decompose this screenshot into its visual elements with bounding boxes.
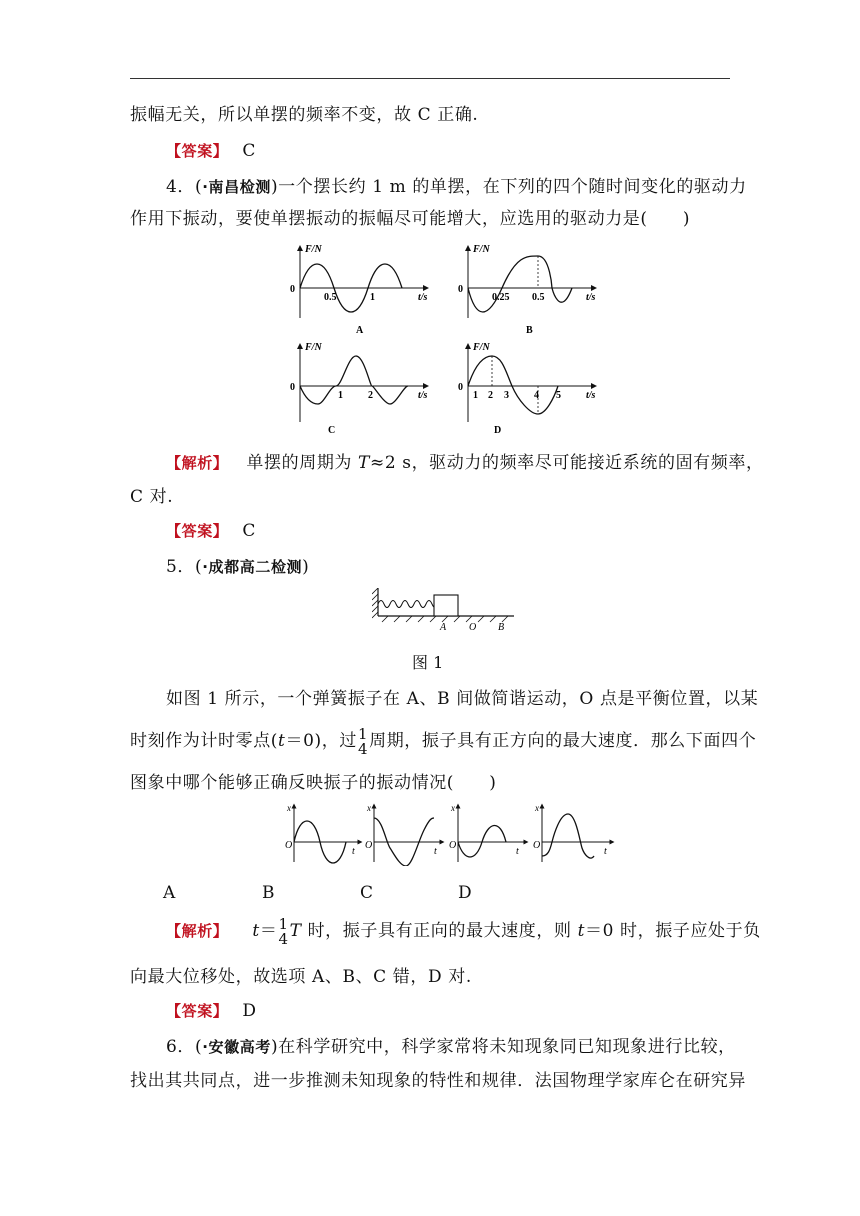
q5-text: 时刻作为计时零点(	[130, 731, 279, 751]
analysis-tag: 【解析】	[166, 454, 229, 472]
q4b-tick-2: 0.5	[532, 292, 545, 303]
fraction-one-quarter	[278, 914, 289, 948]
analysis-text: ≈2 s，驱动力的频率尽可能接近系统的固有频率，	[369, 453, 764, 473]
q4c-tick-1: 1	[338, 390, 343, 401]
q5a-origin: O	[285, 840, 293, 851]
q5c-xlabel: t	[516, 846, 519, 857]
answer-value: D	[242, 1001, 257, 1021]
q4-source: ·南昌检测	[202, 178, 271, 196]
point-a-label: A	[440, 622, 447, 633]
q4a-xlabel: t/s	[418, 292, 428, 303]
q5-graph-c	[449, 803, 526, 862]
fraction-one-quarter	[357, 724, 369, 758]
time-symbol: t	[252, 921, 260, 941]
q5-graph-a	[285, 803, 360, 863]
q4b-ylabel: F/N	[473, 244, 490, 255]
analysis-tag: 【解析】	[166, 922, 229, 940]
period-symbol: T	[289, 921, 302, 941]
q4d-tick-3: 3	[504, 390, 509, 401]
fraction-numerator: 1	[357, 724, 369, 743]
q4a-label: A	[356, 325, 364, 336]
q5c-ylabel: x	[451, 803, 455, 813]
q5-graph-d	[533, 803, 612, 862]
point-o-label: O	[469, 622, 477, 633]
answer-value: C	[242, 141, 257, 161]
q4d-label: D	[494, 425, 502, 436]
answer-tag: 【答案】	[166, 142, 229, 160]
q4-graph-b	[458, 244, 596, 336]
q6-stem-line2: 找出其共同点，进一步推测未知现象的特性和规律．法国物理学家库仑在研究异	[130, 1071, 746, 1091]
time-symbol: t	[278, 731, 286, 751]
equals-sign: ＝	[259, 921, 278, 941]
q5a-ylabel: x	[287, 803, 291, 813]
q4b-label: B	[526, 325, 533, 336]
analysis-text: 单摆的周期为	[246, 453, 359, 473]
q4-graph-d	[458, 342, 596, 436]
q4-answer	[166, 520, 256, 542]
q4-graph-a	[290, 244, 428, 336]
point-b-label: B	[498, 622, 505, 633]
q5-option-d: D	[458, 883, 473, 903]
q5a-xlabel: t	[352, 846, 355, 857]
q4-graph-c	[290, 342, 428, 436]
q4d-tick-5: 5	[556, 390, 561, 401]
q4d-ylabel: F/N	[473, 342, 490, 353]
q4-stem-line1	[166, 176, 747, 198]
q4-number: 4．(	[166, 177, 203, 197]
q4c-tick-2: 2	[368, 390, 373, 401]
q4-driving-force-graphs	[280, 238, 610, 438]
q5-answer	[166, 1000, 257, 1022]
answer-value: C	[242, 521, 257, 541]
q6-number: 6．(	[166, 1037, 203, 1057]
q4d-xlabel: t/s	[586, 390, 596, 401]
q4-analysis-line2: C 对.	[130, 487, 174, 507]
q4a-ylabel: F/N	[305, 244, 322, 255]
fraction-denominator: 4	[278, 929, 289, 948]
q5b-xlabel: t	[434, 846, 437, 857]
prev-text-line: 振幅无关，所以单摆的频率不变，故 C 正确.	[130, 105, 479, 125]
q5-text: 周期，振子具有正方向的最大速度．那么下面四个	[369, 731, 757, 751]
q4c-origin: 0	[290, 382, 295, 393]
q5-text-line1: 如图 1 所示，一个弹簧振子在 A、B 间做简谐运动，O 点是平衡位置，以某	[166, 689, 759, 709]
q4-stem-text: )一个摆长约 1 m 的单摆，在下列的四个随时间变化的驱动力	[270, 177, 747, 197]
analysis-text: 时，振子具有正向的最大速度，则	[301, 921, 578, 941]
spring-oscillator-figure	[372, 588, 517, 634]
q5-option-a: A	[163, 883, 176, 903]
q5d-origin: O	[533, 840, 541, 851]
q5-option-c: C	[360, 883, 374, 903]
q4b-origin: 0	[458, 284, 463, 295]
q5c-origin: O	[449, 840, 457, 851]
q5-source: ·成都高二检测	[202, 558, 303, 576]
q5-graph-b	[365, 803, 442, 866]
figure-caption: 图 1	[412, 653, 444, 672]
q6-source: ·安徽高考	[202, 1038, 271, 1056]
q4d-origin: 0	[458, 382, 463, 393]
q4d-tick-2: 2	[488, 390, 493, 401]
q4-analysis-line1	[166, 452, 764, 474]
q4a-tick-1: 0.5	[324, 292, 337, 303]
q4b-xlabel: t/s	[586, 292, 596, 303]
q4a-tick-2: 1	[370, 292, 375, 303]
q4a-origin: 0	[290, 284, 295, 295]
q5-number: 5．(	[166, 557, 203, 577]
q5b-origin: O	[365, 840, 373, 851]
q5-text: ＝0)，过	[285, 731, 357, 751]
answer-tag: 【答案】	[166, 522, 229, 540]
q4-stem-line2: 作用下振动，要使单摆振动的振幅尽可能增大，应选用的驱动力是( )	[130, 209, 691, 229]
time-symbol: t	[577, 921, 586, 941]
q5-text-line2	[130, 724, 756, 758]
q5-close: )	[302, 557, 310, 577]
q4c-xlabel: t/s	[418, 390, 428, 401]
q5-stem-line1	[166, 556, 309, 578]
q6-stem-text: )在科学研究中，科学家常将未知现象同已知现象进行比较，	[270, 1037, 736, 1057]
q5d-ylabel: x	[535, 803, 539, 813]
fraction-denominator: 4	[357, 739, 369, 758]
q6-stem-line1	[166, 1036, 736, 1058]
q5-text-line3: 图象中哪个能够正确反映振子的振动情况( )	[130, 773, 497, 793]
q5-option-b: B	[262, 883, 276, 903]
q3-answer	[166, 140, 256, 162]
period-symbol: T	[358, 453, 370, 473]
analysis-text: ＝0 时，振子应处于负	[585, 921, 761, 941]
q4d-tick-4: 4	[534, 390, 539, 401]
q5d-xlabel: t	[604, 846, 607, 857]
q5-option-graphs	[280, 800, 620, 866]
answer-tag: 【答案】	[166, 1002, 229, 1020]
q5b-ylabel: x	[367, 803, 371, 813]
q4c-ylabel: F/N	[305, 342, 322, 353]
q4d-tick-1: 1	[473, 390, 478, 401]
header-rule	[130, 78, 730, 79]
q5-analysis-line1	[166, 914, 761, 948]
fraction-numerator: 1	[278, 914, 289, 933]
q4b-tick-1: 0.25	[492, 292, 510, 303]
q4c-label: C	[328, 425, 336, 436]
q5-analysis-line2: 向最大位移处，故选项 A、B、C 错，D 对.	[130, 967, 472, 987]
